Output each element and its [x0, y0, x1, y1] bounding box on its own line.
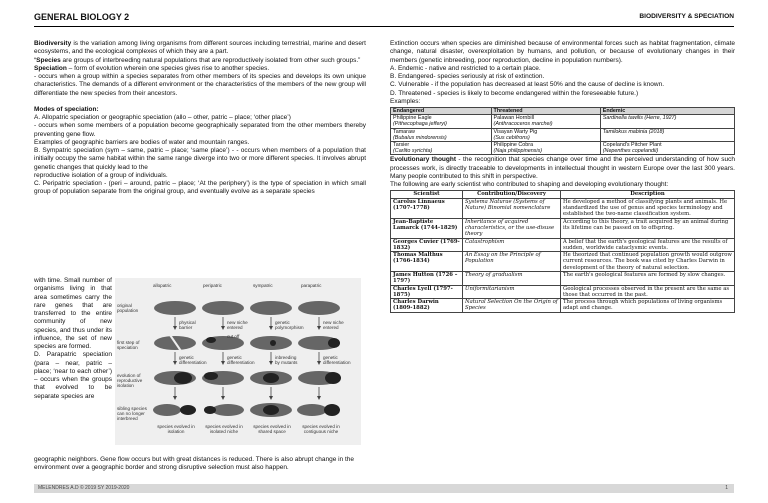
endangered-def: B. Endangered- species seriously at risk of extinction.	[390, 73, 545, 80]
caption-parapatric: species evolved in contiguous niche	[302, 424, 340, 435]
scientist-name: Carolus Linnaeus (1707-1778)	[391, 198, 463, 218]
species-name: Palawan Hornbill	[493, 115, 534, 122]
header-endangered: Endangered	[391, 108, 492, 115]
table-header-row	[391, 191, 735, 198]
scientist-contribution: Systema Naturae (Systems of Nature) Binomial nomenclature	[463, 198, 561, 218]
examples-label: Examples:	[390, 97, 421, 105]
col-label-sympatric: sympatric	[253, 283, 273, 288]
scientist-description: He developed a method of classifying plants and animals. He standardized the use of genus and species terminology and established the two-name classification system.	[561, 198, 735, 218]
species-sci: (Sus cebifrons)	[493, 134, 530, 141]
scientist-contribution: Inheritance of acquired characteristics, or the use-disuse theory	[463, 218, 561, 238]
species-name: Philippine Cobra	[493, 142, 534, 149]
scientist-description: A belief that the earth's geological features are the results of sudden, worldwide cataclysmic events.	[561, 238, 735, 252]
scientist-name: Charles Darwin (1809-1882)	[391, 299, 463, 313]
col-label-allopatric: allopatric	[153, 283, 172, 288]
peripatric-continued: with time. Small number of organisms living in that area sometimes carry the rare genes that are transferred to the entire community of new species, and thus under its influence, the set of new species are formed.	[34, 277, 112, 350]
label-genetic-diff-3: genetic differentiation	[323, 355, 351, 366]
label-cut-off: cut off	[227, 334, 240, 339]
evolutionary-intro: The following are early scientist who contributed to shaping and developing evolutionary thought:	[390, 181, 669, 189]
topic-title: BIODIVERSITY & SPECIATION	[639, 13, 734, 20]
table-row	[391, 271, 735, 285]
label-physical-barrier: physical barrier	[179, 320, 196, 331]
scientist-contribution: Theory of gradualism	[463, 271, 561, 285]
allopatric-para: A. Allopatric speciation or geographic speciation (allo – other, patric – place; ‘other place’)	[34, 114, 291, 121]
extinction-para: Extinction occurs when species are diminished because of environmental forces such as habitat fragmentation, climate change, natural disaster, overexploitation by humans, and pollution, or because of evolutionary changes in their members (genetic inbreeding, poor reproduction, decline in population numbers).	[390, 40, 735, 64]
species-name: Philippine Eagle	[393, 115, 432, 122]
scientist-description: According to this theory, a trait acquired by an animal during its lifetime can be passed on to offspring.	[561, 218, 735, 238]
species-sci: (Carlito syrichta)	[393, 148, 433, 155]
parapatric-end	[34, 456, 366, 473]
caption-peripatric: species evolved in isolated niche	[205, 424, 243, 435]
header-contribution: Contribution/Discovery	[463, 191, 561, 198]
endemic-def: A. Endemic - native and restricted to a certain place.	[390, 64, 541, 72]
species-sci: (Bubalus mindorensis)	[393, 134, 447, 141]
caption-allopatric: species evolved in isolation	[157, 424, 195, 435]
label-genetic-diff-2: genetic differentiation	[227, 355, 255, 366]
table-row	[391, 115, 735, 128]
wrapped-text	[34, 277, 112, 401]
table-row	[391, 238, 735, 252]
scientist-name: James Hutton (1726 – 1797)	[391, 271, 463, 285]
table-row	[391, 299, 735, 313]
table-row	[391, 252, 735, 272]
species-sci: (Anthracoceros marchei)	[493, 121, 553, 128]
scientist-description: The process through which populations of living organisms adapt and change.	[561, 299, 735, 313]
table-row	[391, 128, 735, 141]
allopatric-detail: - occurs when some members of a population become geographically separated from the other members thereby preventing gene flow.	[34, 122, 366, 138]
subject-title: GENERAL BIOLOGY 2	[34, 12, 130, 22]
species-name: Tamilokus mabinia (2018)	[602, 128, 665, 135]
species-sci: (Pithecophaga jefferyi)	[393, 121, 447, 128]
table-row	[391, 142, 735, 155]
page-header	[34, 12, 734, 27]
table-header-row	[391, 108, 735, 115]
col-label-parapatric: parapatric	[301, 283, 322, 288]
species-name: Tamaraw	[393, 128, 415, 135]
label-new-niche-1: new niche entered	[227, 320, 248, 331]
footer-copyright: MELENDRES A.D © 2019 SY 2019-2020	[38, 485, 130, 491]
header-scientist: Scientist	[391, 191, 463, 198]
scientist-name: Georges Cuvier (1769-1832)	[391, 238, 463, 252]
scientist-contribution: Natural Selection On the Origin of Species	[463, 299, 561, 313]
table-row	[391, 198, 735, 218]
species-name: Visayan Warty Pig	[493, 128, 538, 135]
scientist-description: He theorized that continued population growth would outgrow current resources. The book was cited by Charles Darwin in development of the theory of natural selection.	[561, 252, 735, 272]
col-label-peripatric: peripatric	[203, 283, 222, 288]
sympatric-para-2: reproductive isolation of a group of individuals.	[34, 171, 168, 179]
scientist-name: Thomas Malthus (1766-1834)	[391, 252, 463, 272]
scientist-contribution: Uniformitarianism	[463, 285, 561, 299]
species-para: “Species are groups of interbreeding natural populations that are reproductively isolated from other such groups.”	[34, 56, 361, 64]
page-number: 1	[725, 485, 728, 491]
left-column	[34, 40, 366, 197]
scientist-name: Jean-Baptiste Lamarck (1744-1829)	[391, 218, 463, 238]
scientist-contribution: Catastrophism	[463, 238, 561, 252]
right-column	[390, 40, 735, 313]
parapatric-end-text: geographic neighbors. Gene flow occurs but with great distances is reduced. There is also abrupt change in the environment over a geographic border and strong disruptive selection must also happen.	[34, 456, 355, 472]
species-name: Tarsier	[393, 142, 410, 149]
speciation-detail: - occurs when a group within a species separates from other members of its species and develops its own unique characteristics. The demands of a different environment or the characteristics of the members of the new group will differentiate the new species from their ancestors.	[34, 73, 366, 97]
scientist-name: Charles Lyell (1797-1875)	[391, 285, 463, 299]
biodiversity-para: Biodiversity is the variation among living organisms from different sources including terrestrial, marine and desert ecosystems, and the ecological complexes of which they are a part.	[34, 40, 366, 56]
threatened-def: D. Threatened - species is likely to become endangered within the foreseeable future.)	[390, 89, 639, 97]
label-genetic-diff-1: genetic differentiation	[179, 355, 207, 366]
caption-sympatric: species evolved in shared space	[253, 424, 291, 435]
row-label-first-step: first step of speciation	[117, 340, 140, 351]
row-label-original: original population	[117, 303, 139, 314]
header-endemic: Endemic	[600, 108, 734, 115]
allopatric-examples: Examples of geographic barriers are bodies of water and mountain ranges.	[34, 138, 250, 146]
label-new-niche-2: new niche entered	[323, 320, 344, 331]
label-genetic-polymorphism: genetic polymorphism	[275, 320, 304, 331]
vulnerable-def: C. Vulnerable - if the population has decreased at least 50% and the cause of decline is known.	[390, 81, 665, 89]
species-name: Copeland's Pitcher Plant	[602, 142, 662, 149]
sympatric-para: B. Sympatric speciation (sym – same, patric – place; ‘same place’) - - occurs when members of a population that initially occupy the same habitat within the same range diverge into two or more different species. It involves abrupt genetic changes that quickly lead to the	[34, 147, 366, 171]
scientists-table	[390, 190, 735, 312]
scientist-description: Geological processes observed in the present are the same as those that occurred in the past.	[561, 285, 735, 299]
scientist-description: The earth's geological features are formed by slow changes.	[561, 271, 735, 285]
scientist-contribution: An Essay on the Principle of Population	[463, 252, 561, 272]
row-label-evolution: evolution of reproductive isolation	[117, 373, 143, 389]
table-row	[391, 218, 735, 238]
header-threatened: Threatened	[491, 108, 600, 115]
header-description: Description	[561, 191, 735, 198]
evolutionary-thought-para: Evolutionary thought - the recognition that species change over time and the perceived understanding of how such processes work, is directly traceable to developments in intellectual thought in western Europe over the last 300 years. Many people contributed to this shift in perspective.	[390, 156, 736, 180]
label-inbreeding: inbreeding by mutants	[275, 355, 298, 366]
peripatric-para: C. Peripatric speciation - (peri – around, patric – place; ‘At the periphery’) is the type of speciation in which small group of population separate from the original group, and eventually evolve as a separate species	[34, 180, 366, 196]
row-label-sibling: sibling species can no longer interbreed	[117, 406, 147, 422]
page-footer	[34, 484, 734, 493]
examples-table	[390, 107, 735, 155]
speciation-para: Speciation – form of evolution wherein one species gives rise to another species.	[34, 64, 270, 72]
species-sci: (Naja philippinensis)	[493, 148, 543, 155]
parapatric-para: D. Parapatric speciation (para – near, patric – place; ‘near to each other’) – occurs when the groups that evolved to be separate species are	[34, 351, 112, 400]
modes-heading: Modes of speciation:	[34, 105, 99, 113]
speciation-diagram	[115, 278, 361, 445]
species-name: Sardinella tawilis (Herre, 1927)	[602, 115, 677, 122]
species-sci: (Nepenthes copelandii)	[602, 148, 659, 155]
table-row	[391, 285, 735, 299]
